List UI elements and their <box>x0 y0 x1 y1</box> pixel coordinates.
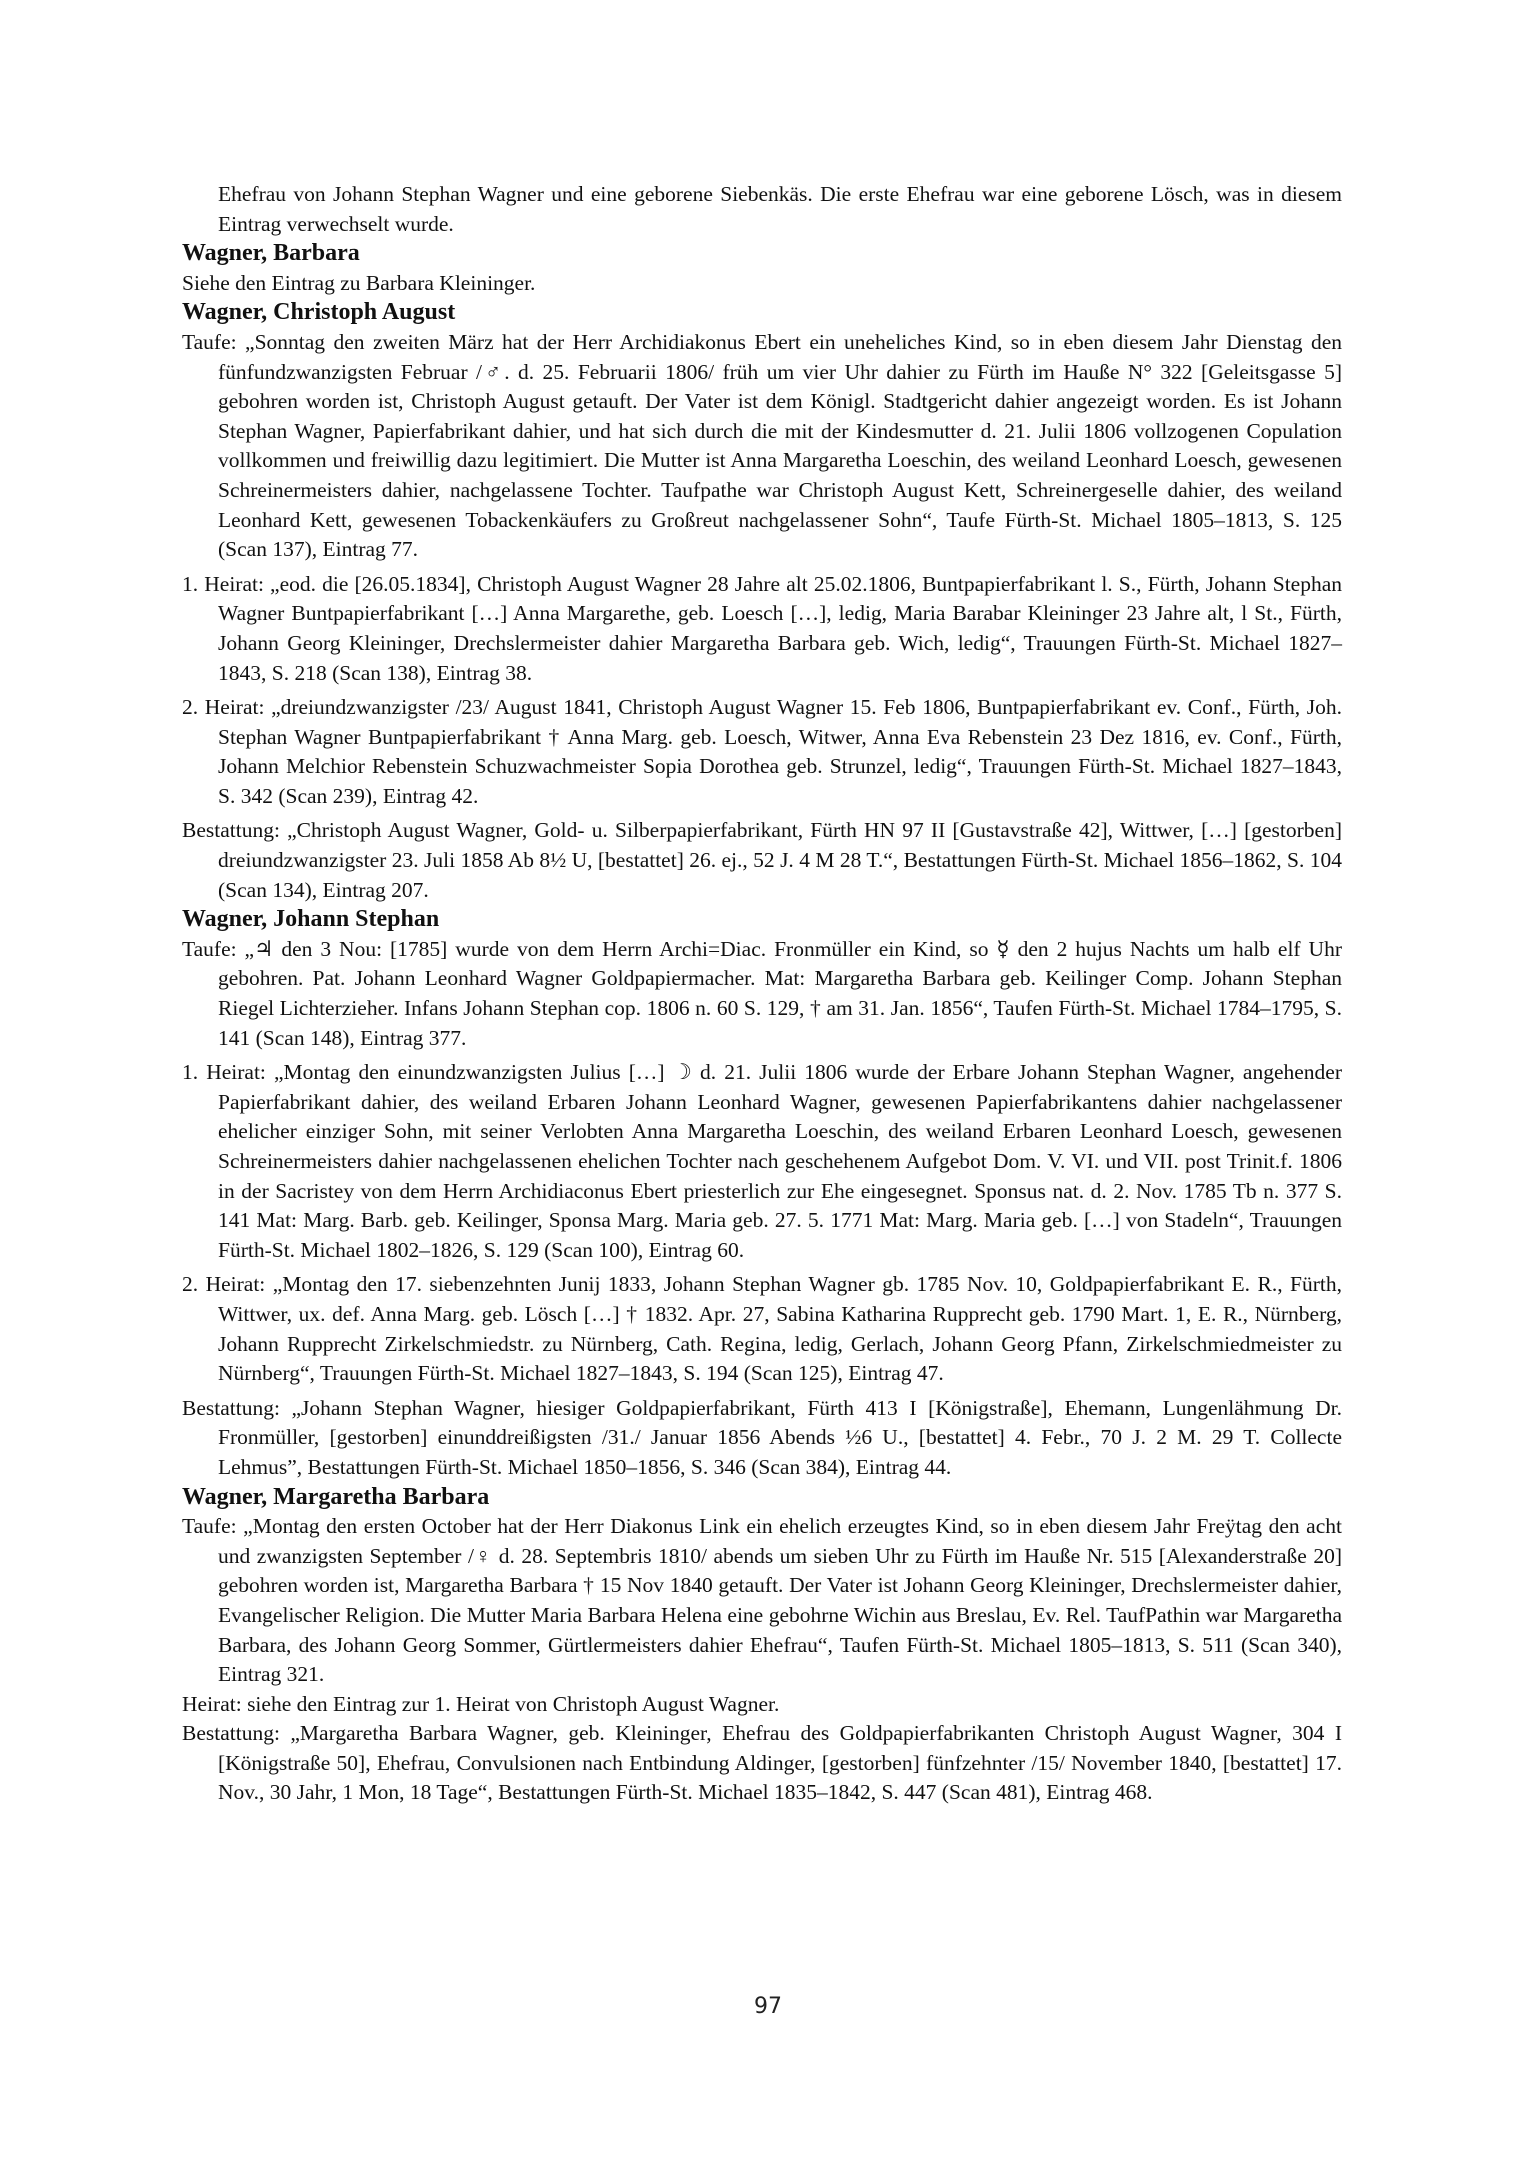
first-marriage-entry: 1. Heirat: „Montag den einundzwanzigsten Julius […] ☽ d. 21. Julii 1806 wurde der Erbare Johann Stephan Wagner, angehender Papierfabrikant dahier, des weiland Erbaren Johann Leonhard Wagner, gewesenen Papierfabrikantens dahier nachgelassener ehelicher einziger Sohn, mit seiner Verlobten Anna Margaretha Loeschin, des weiland Erbaren Leonhard Loesch, gewesenen Schreinermeisters dahier nachgelassenen ehelichen Tochter nach geschehenem Aufgebot Dom. V. VI. und VII. post Trinit.f. 1806 in der Sacristey von dem Herrn Archidiaconus Ebert priesterlich zur Ehe eingesegnet. Sponsus nat. d. 2. Nov. 1785 Tb n. 377 S. 141 Mat: Marg. Barb. geb. Keilinger, Sponsa Marg. Maria geb. 27. 5. 1771 Mat: Marg. Maria geb. […] von Stadeln“, Trauungen Fürth-St. Michael 1802–1826, S. 129 (Scan 100), Eintrag 60. <box>182 1060 1342 1262</box>
marriage-reference-entry: Heirat: siehe den Eintrag zur 1. Heirat von Christoph August Wagner. <box>182 1691 780 1716</box>
section-heading-wagner-johann-stephan: Wagner, Johann Stephan <box>182 906 440 933</box>
baptism-entry: Taufe: „Sonntag den zweiten März hat der Herr Archidiakonus Ebert ein uneheliches Kind, so in eben diesem Jahr Dienstag den fünfundzwanzigsten Februar /♂. d. 25. Februarii 1806/ früh um vier Uhr dahier zu Fürth im Hauße N° 322 [Geleitsgasse 5] gebohren worden ist, Christoph August getauft. Der Vater ist dem Königl. Stadtgericht dahier angezeigt worden. Es ist Johann Stephan Wagner, Papierfabrikant dahier, und hat sich durch die mit der Kindesmutter d. 21. Julii 1806 vollzogenen Copulation vollkommen und freiwillig dazu legitimiert. Die Mutter ist Anna Margaretha Loeschin, des weiland Leonhard Loesch, gewesenen Schreinermeisters dahier, nachgelassene Tochter. Taufpathe war Christoph August Kett, Schreinergeselle dahier, des weiland Leonhard Kett, gewesenen Tobackenkäufers zu Großreut nachgelassener Sohn“, Taufe Fürth-St. Michael 1805–1813, S. 125 (Scan 137), Eintrag 77. <box>182 329 1342 562</box>
page-number: 97 <box>754 1994 782 2019</box>
section-heading-wagner-margaretha-barbara: Wagner, Margaretha Barbara <box>182 1483 490 1510</box>
second-marriage-entry: 2. Heirat: „dreiundzwanzigster /23/ August 1841, Christoph August Wagner 15. Feb 1806, Buntpapierfabrikant ev. Conf., Fürth, Joh. Stephan Wagner Buntpapierfabrikant † Anna Marg. geb. Loesch, Witwer, Anna Eva Rebenstein 23 Dez 1816, ev. Conf., Fürth, Johann Melchior Rebenstein Schuzwachmeister Sopia Dorothea geb. Strunzel, ledig“, Trauungen Fürth-St. Michael 1827–1843, S. 342 (Scan 239), Eintrag 42. <box>182 695 1342 808</box>
second-marriage-entry: 2. Heirat: „Montag den 17. siebenzehnten Junij 1833, Johann Stephan Wagner gb. 1785 Nov. 10, Goldpapierfabrikant E. R., Fürth, Wittwer, ux. def. Anna Marg. geb. Lösch […] † 1832. Apr. 27, Sabina Katharina Rupprecht geb. 1790 Mart. 1, E. R., Nürnberg, Johann Rupprecht Zirkelschmiedstr. zu Nürnberg, Cath. Regina, ledig, Gerlach, Johann Georg Pfann, Zirkelschmiedmeister zu Nürnberg“, Trauungen Fürth-St. Michael 1827–1843, S. 194 (Scan 125), Eintrag 47. <box>182 1272 1342 1386</box>
cross-reference-paragraph: Siehe den Eintrag zu Barbara Kleininger. <box>182 270 536 295</box>
burial-entry: Bestattung: „Johann Stephan Wagner, hiesiger Goldpapierfabrikant, Fürth 413 I [Königstraße], Ehemann, Lungenlähmung Dr. Fronmüller, [gestorben] einunddreißigsten /31./ Januar 1856 Abends ½6 U., [bestattet] 4. Febr., 70 J. 2 M. 29 T. Collecte Lehmus”, Bestattungen Fürth-St. Michael 1850–1856, S. 346 (Scan 384), Eintrag 44. <box>182 1395 1342 1479</box>
baptism-entry: Taufe: „♃ den 3 Nou: [1785] wurde von dem Herrn Archi=Diac. Fronmüller ein Kind, so ☿ den 2 hujus Nachts um halb elf Uhr gebohren. Pat. Johann Leonhard Wagner Goldpapiermacher. Mat: Margaretha Barbara geb. Keilinger Comp. Johann Stephan Riegel Lichterzieher. Infans Johann Stephan cop. 1806 n. 60 S. 129, † am 31. Jan. 1856“, Taufen Fürth-St. Michael 1784–1795, S. 141 (Scan 148), Eintrag 377. <box>182 936 1342 1050</box>
burial-entry: Bestattung: „Margaretha Barbara Wagner, geb. Kleininger, Ehefrau des Goldpapierfabrikanten Christoph August Wagner, 304 I [Königstraße 50], Ehefrau, Convulsionen nach Entbindung Aldinger, [gestorben] fünfzehnter /15/ November 1840, [bestattet] 17. Nov., 30 Jahr, 1 Mon, 18 Tage“, Bestattungen Fürth-St. Michael 1835–1842, S. 447 (Scan 481), Eintrag 468. <box>182 1721 1342 1805</box>
baptism-entry: Taufe: „Montag den ersten October hat der Herr Diakonus Link ein ehelich erzeugtes Kind, so in eben diesem Jahr Freÿtag den acht und zwanzigsten September /♀ d. 28. Septembris 1810/ abends um sieben Uhr zu Fürth im Hauße Nr. 515 [Alexanderstraße 20] gebohren worden ist, Margaretha Barbara † 15 Nov 1840 getauft. Der Vater ist Johann Georg Kleininger, Drechslermeister dahier, Evangelischer Religion. Die Mutter Maria Barbara Helena eine gebohrne Wichin aus Breslau, Ev. Rel. TaufPathin war Margaretha Barbara, des Johann Georg Sommer, Gürtlermeisters dahier Ehefrau“, Taufen Fürth-St. Michael 1805–1813, S. 511 (Scan 340), Eintrag 321. <box>182 1514 1342 1687</box>
document-body <box>182 180 1342 1808</box>
section-heading-wagner-barbara: Wagner, Barbara <box>182 240 360 267</box>
burial-entry: Bestattung: „Christoph August Wagner, Gold- u. Silberpapierfabrikant, Fürth HN 97 II [Gustavstraße 42], Wittwer, […] [gestorben] dreiundzwanzigster 23. Juli 1858 Ab 8½ U, [bestattet] 26. ej., 52 J. 4 M 28 T.“, Bestattungen Fürth-St. Michael 1856–1862, S. 104 (Scan 134), Eintrag 207. <box>182 818 1342 902</box>
section-heading-wagner-christoph-august: Wagner, Christoph August <box>182 299 456 326</box>
first-marriage-entry: 1. Heirat: „eod. die [26.05.1834], Christoph August Wagner 28 Jahre alt 25.02.1806, Buntpapierfabrikant l. S., Fürth, Johann Stephan Wagner Buntpapierfabrikant […] Anna Margarethe, geb. Loesch […], ledig, Maria Barabar Kleininger 23 Jahre alt, l St., Fürth, Johann Georg Kleininger, Drechslermeister dahier Margaretha Barbara geb. Wich, ledig“, Trauungen Fürth-St. Michael 1827–1843, S. 218 (Scan 138), Eintrag 38. <box>182 571 1342 685</box>
continuation-paragraph: Ehefrau von Johann Stephan Wagner und eine geborene Siebenkäs. Die erste Ehefrau war eine geborene Lösch, was in diesem Eintrag verwechselt wurde. <box>218 182 1342 236</box>
